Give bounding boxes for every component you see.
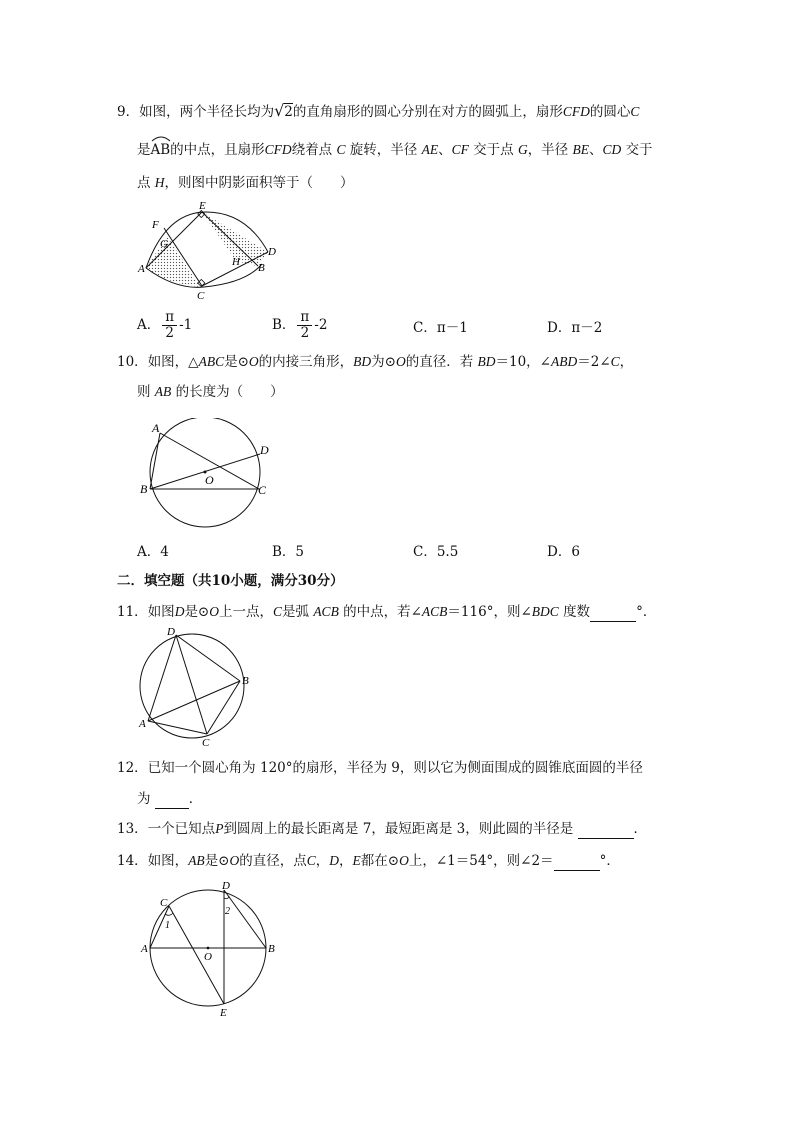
chord-db — [176, 635, 240, 681]
q12-line2: 为 ． — [137, 791, 203, 807]
label-b: B — [242, 675, 249, 687]
q9-option-a[interactable]: A． $\frac{\pi}{2}$ -1 — [137, 309, 193, 341]
label-a: A — [138, 263, 145, 275]
answer-blank[interactable] — [155, 790, 189, 809]
q10-option-b[interactable]: B．5 — [272, 544, 305, 560]
section-heading: 二．填空题（共10小题，满分30分） — [117, 573, 344, 589]
label-f: F — [152, 219, 159, 231]
arc-ab: AB — [151, 141, 171, 159]
q10-option-d[interactable]: D．6 — [547, 544, 580, 560]
line-eb — [202, 212, 258, 266]
label-b: B — [140, 482, 148, 496]
q12-line1: 12．已知一个圆心角为 120°的扇形，半径为 9，则以它为侧面围成的圆锥底面圆的半径 — [117, 760, 643, 776]
q9-line3: 点 H，则图中阴影面积等于（ ） — [137, 175, 354, 191]
fraction: $\frac{\pi}{2}$ — [297, 310, 312, 341]
label-a: A — [141, 943, 148, 955]
answer-blank[interactable] — [590, 603, 636, 622]
label-a: A — [139, 718, 146, 730]
label-angle-2: 2 — [225, 906, 230, 917]
q10-figure — [138, 418, 278, 530]
label-d: D — [167, 626, 175, 638]
q10-line1: 10．如图，△ABC是⊙O的内接三角形，BD为⊙O的直径．若 BD＝10，∠ABD＝2∠C， — [117, 354, 634, 370]
q10-option-c[interactable]: C．5.5 — [413, 544, 459, 560]
chord-da — [148, 635, 176, 721]
label-c: C — [202, 737, 210, 749]
q13-line1: 13．一个已知点P到圆周上的最长距离是 7，最短距离是 3，则此圆的半径是 ． — [117, 821, 647, 837]
label-d: D — [260, 443, 269, 457]
q9-line1: 9．如图，两个半径长均为√2的直角扇形的圆心分别在对方的圆弧上，扇形CFD的圆心C — [117, 101, 640, 120]
chord-dc — [176, 635, 207, 734]
q9-option-c[interactable]: C．π－1 — [413, 320, 468, 336]
label-c: C — [197, 290, 205, 302]
label-b: B — [268, 943, 275, 955]
answer-blank[interactable] — [554, 852, 600, 871]
q14-figure — [138, 876, 280, 1020]
q9-option-b[interactable]: B． $\frac{\pi}{2}$ -2 — [272, 309, 328, 341]
label-c: C — [258, 483, 267, 497]
arc-mark-icon — [151, 134, 171, 142]
label-angle-1: 1 — [165, 920, 170, 931]
q14-line1: 14．如图，AB是⊙O的直径，点C，D，E都在⊙O上，∠1＝54°，则∠2＝ °． — [117, 853, 620, 869]
sqrt-symbol: √ — [274, 101, 285, 120]
label-d: D — [222, 880, 230, 892]
label-o: O — [205, 473, 214, 487]
q9-line2: 是 AB的中点，且扇形CFD绕着点 C 旋转，半径 AE、CF 交于点 G，半径 BE、CD 交于 — [137, 141, 653, 159]
chord-ab — [148, 681, 240, 721]
q11-line1: 11．如图D是⊙O上一点，C是弧 ACB 的中点，若∠ACB＝116°，则∠BDC 度数 °． — [117, 604, 657, 620]
chord-bc — [207, 681, 240, 734]
q9-option-d[interactable]: D．π－2 — [547, 320, 603, 336]
label-h: H — [232, 256, 240, 268]
label-c: C — [160, 897, 168, 909]
q10-option-a[interactable]: A．4 — [137, 544, 169, 560]
label-e: E — [199, 200, 206, 212]
label-g: G — [160, 238, 168, 250]
fraction: $\frac{\pi}{2}$ — [162, 310, 177, 341]
label-e: E — [220, 1007, 227, 1019]
center-point — [207, 947, 210, 950]
label-a: A — [152, 421, 160, 435]
shaded-region-left — [146, 236, 200, 287]
q10-line2: 则 AB 的长度为（ ） — [137, 384, 284, 400]
q9-figure — [136, 198, 286, 304]
sqrt-radicand: 2 — [284, 104, 293, 120]
chord-ce — [169, 906, 224, 1004]
label-b: B — [258, 262, 265, 274]
label-d: D — [268, 246, 276, 258]
label-o: O — [204, 951, 212, 963]
q11-figure — [132, 624, 257, 750]
answer-blank[interactable] — [578, 820, 634, 839]
chord-ac — [148, 721, 207, 734]
chord-db — [224, 890, 266, 948]
